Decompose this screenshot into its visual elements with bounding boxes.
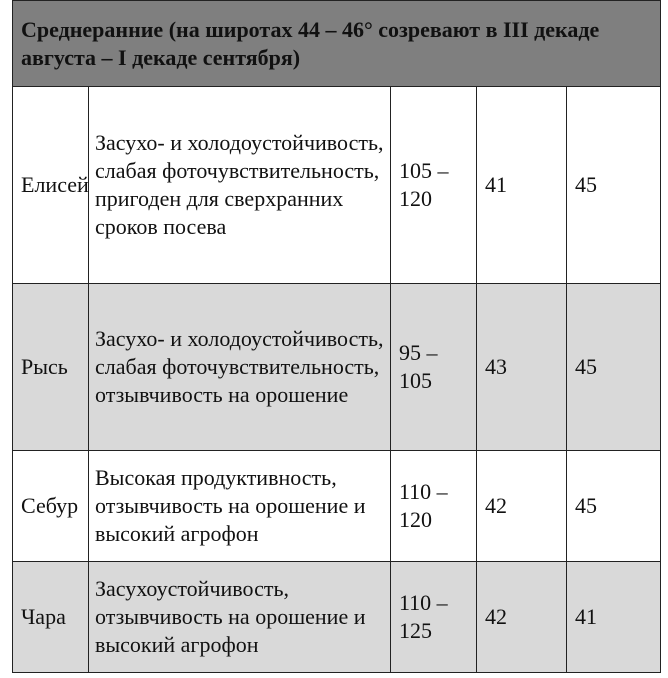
table-row <box>13 562 661 673</box>
traits-cell: Засухо- и холодоустойчивость, слабая фоточувствительность, пригоден для сверхранних сроков посева <box>89 87 391 284</box>
table-row <box>13 451 661 562</box>
value-cell-col4: 42 <box>477 562 567 673</box>
table-row <box>13 284 661 451</box>
variety-name-cell: Рысь <box>13 284 89 451</box>
variety-name-cell: Елисей <box>13 87 89 284</box>
varieties-table-fragment <box>12 0 660 673</box>
value-cell-col5: 45 <box>567 451 661 562</box>
variety-name-cell: Себур <box>13 451 89 562</box>
traits-cell: Засухоустойчивость, отзывчивость на орошение и высокий агрофон <box>89 562 391 673</box>
value-cell-col4: 43 <box>477 284 567 451</box>
traits-cell: Засухо- и холодоустойчивость, слабая фоточувствительность, отзывчивость на орошение <box>89 284 391 451</box>
group-header-cell: Среднеранние (на широтах 44 – 46° созревают в III декаде августа – I декаде сентября) <box>13 1 661 87</box>
value-cell-col5: 41 <box>567 562 661 673</box>
value-cell-col4: 41 <box>477 87 567 284</box>
value-cell-col5: 45 <box>567 284 661 451</box>
table-row <box>13 87 661 284</box>
varieties-table <box>12 0 661 673</box>
period-cell: 110 – 120 <box>391 451 477 562</box>
period-cell: 95 – 105 <box>391 284 477 451</box>
value-cell-col4: 42 <box>477 451 567 562</box>
group-header-row <box>13 1 661 87</box>
period-cell: 105 – 120 <box>391 87 477 284</box>
period-cell: 110 – 125 <box>391 562 477 673</box>
variety-name-cell: Чара <box>13 562 89 673</box>
value-cell-col5: 45 <box>567 87 661 284</box>
traits-cell: Высокая продуктивность, отзывчивость на орошение и высокий агрофон <box>89 451 391 562</box>
